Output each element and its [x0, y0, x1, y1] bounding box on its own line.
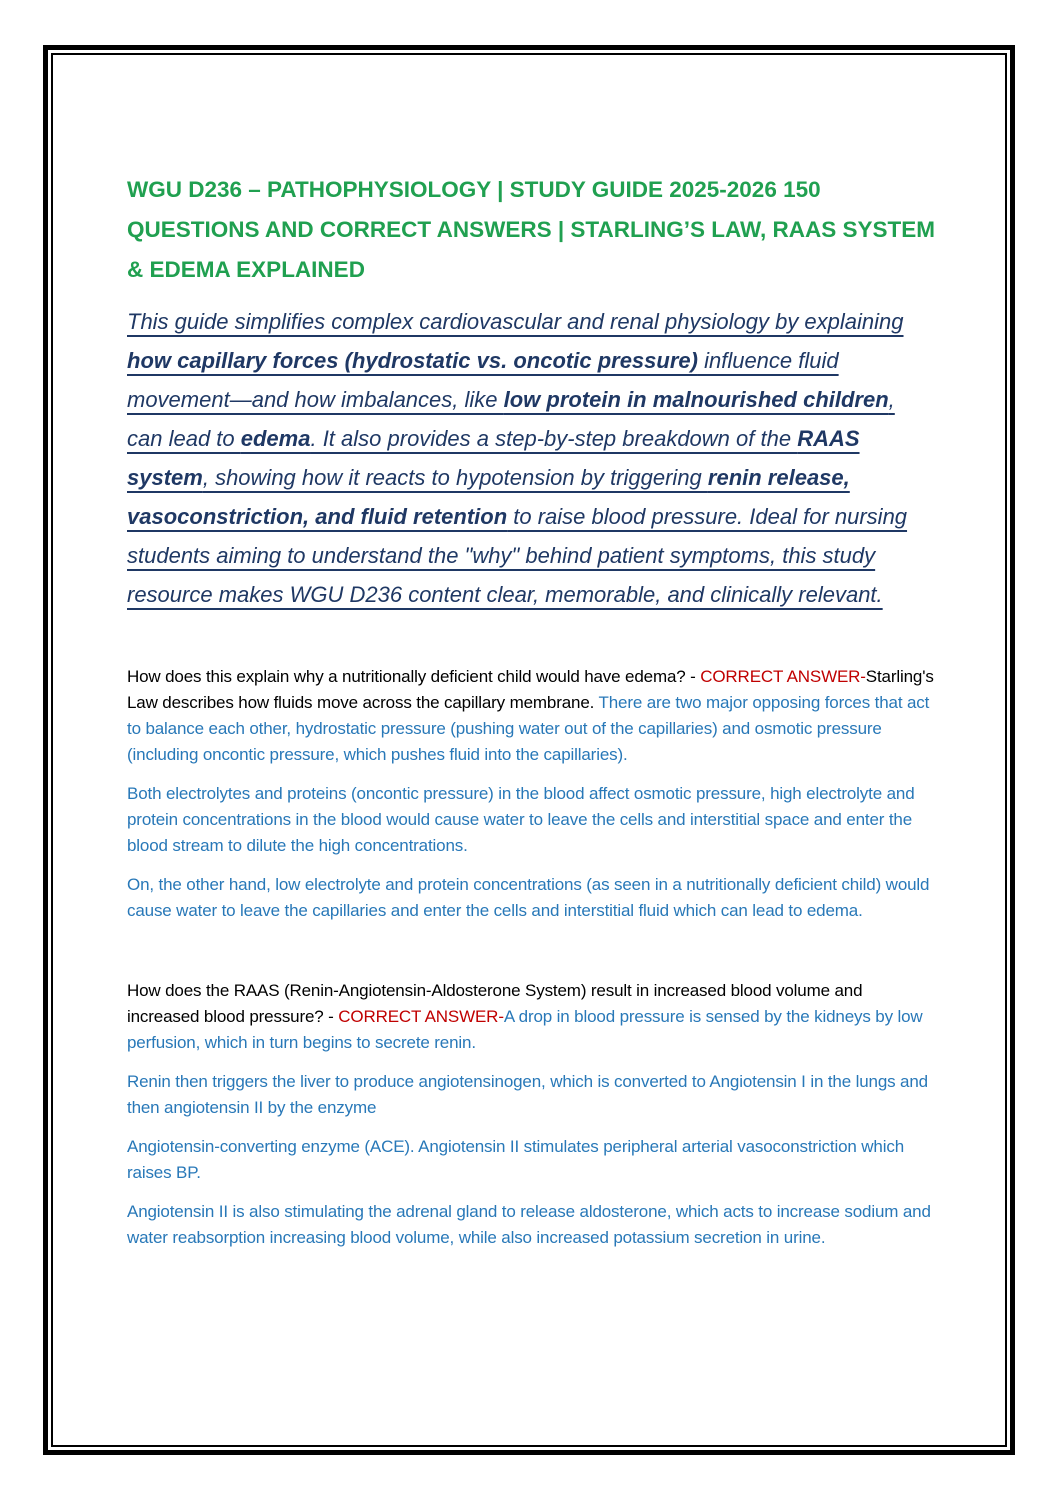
text-segment-bold: RAAS system [127, 426, 860, 490]
text-segment-answer: Angiotensin-converting enzyme (ACE). Angiotensin II stimulates peripheral arterial vasoconstriction which raises BP. [127, 1137, 905, 1182]
qa-paragraph [127, 1134, 935, 1186]
qa-paragraph [127, 1069, 935, 1121]
text-segment-question: Starling's Law describes how fluids move across the capillary membrane. [127, 667, 934, 712]
text-segment-answer: A drop in blood pressure is sensed by the kidneys by low perfusion, which in turn begins to secrete renin. [127, 1007, 923, 1052]
text-segment-answer_label: CORRECT ANSWER- [700, 667, 866, 686]
document-title: WGU D236 – PATHOPHYSIOLOGY | STUDY GUIDE 2025-2026 150 QUESTIONS AND CORRECT ANSWERS | STARLING’S LAW, RAAS SYSTEM & EDEMA EXPLAINED [127, 177, 936, 282]
page-content [127, 170, 935, 1251]
text-segment-normal: , can lead to [127, 387, 895, 451]
text-segment-answer: Renin then triggers the liver to produce angiotensinogen, which is converted to Angiotensin I in the lungs and then angiotensin II by the enzyme [127, 1072, 928, 1117]
text-segment-normal: , showing how it reacts to hypotension by triggering [202, 465, 708, 490]
qa-paragraph [127, 664, 935, 768]
qa-paragraph [127, 781, 935, 859]
qa-block [127, 664, 935, 924]
text-segment-normal: to raise blood pressure. Ideal for nursing students aiming to understand the "why" behind patient symptoms, this study resource makes WGU D236 content clear, memorable, and clinically relevant. [127, 504, 908, 607]
intro-paragraph [127, 302, 935, 614]
qa-paragraph [127, 1199, 935, 1251]
text-segment-normal: This guide simplifies complex cardiovascular and renal physiology by explaining [127, 309, 904, 334]
text-segment-answer_label: CORRECT ANSWER- [338, 1007, 504, 1026]
text-segment-question: How does the RAAS (Renin-Angiotensin-Aldosterone System) result in increased blood volume and increased blood pressure? - [127, 981, 863, 1026]
qa-paragraph [127, 978, 935, 1056]
text-segment-bold: low protein in malnourished children [503, 387, 889, 412]
qa-section [127, 664, 935, 1251]
text-segment-bold: how capillary forces (hydrostatic vs. oncotic pressure) [127, 348, 698, 373]
text-segment-normal: influence fluid movement—and how imbalances, like [127, 348, 839, 412]
text-segment-question: How does this explain why a nutritionally deficient child would have edema? - [127, 667, 701, 686]
text-segment-answer: Angiotensin II is also stimulating the adrenal gland to release aldosterone, which acts to increase sodium and water reabsorption increasing blood volume, while also increased potassium secretion in urine. [127, 1202, 931, 1247]
text-segment-bold: edema [240, 426, 311, 451]
text-segment-answer: On, the other hand, low electrolyte and protein concentrations (as seen in a nutritionally deficient child) would cause water to leave the capillaries and enter the cells and interstitial fluid which can lead to edema. [127, 875, 930, 920]
text-segment-answer: Both electrolytes and proteins (oncontic pressure) in the blood affect osmotic pressure, high electrolyte and protein concentrations in the blood would cause water to leave the cells and interstitial space and enter the blood stream to dilute the high concentrations. [127, 784, 915, 855]
text-segment-answer: There are two major opposing forces that act to balance each other, hydrostatic pressure (pushing water out of the capillaries) and osmotic pressure (including oncontic pressure, which pushes fluid into the capillaries). [127, 693, 930, 764]
text-segment-bold: renin release, vasoconstriction, and fluid retention [127, 465, 850, 529]
qa-paragraph [127, 872, 935, 924]
qa-block [127, 978, 935, 1251]
text-segment-normal: . It also provides a step-by-step breakdown of the [310, 426, 798, 451]
